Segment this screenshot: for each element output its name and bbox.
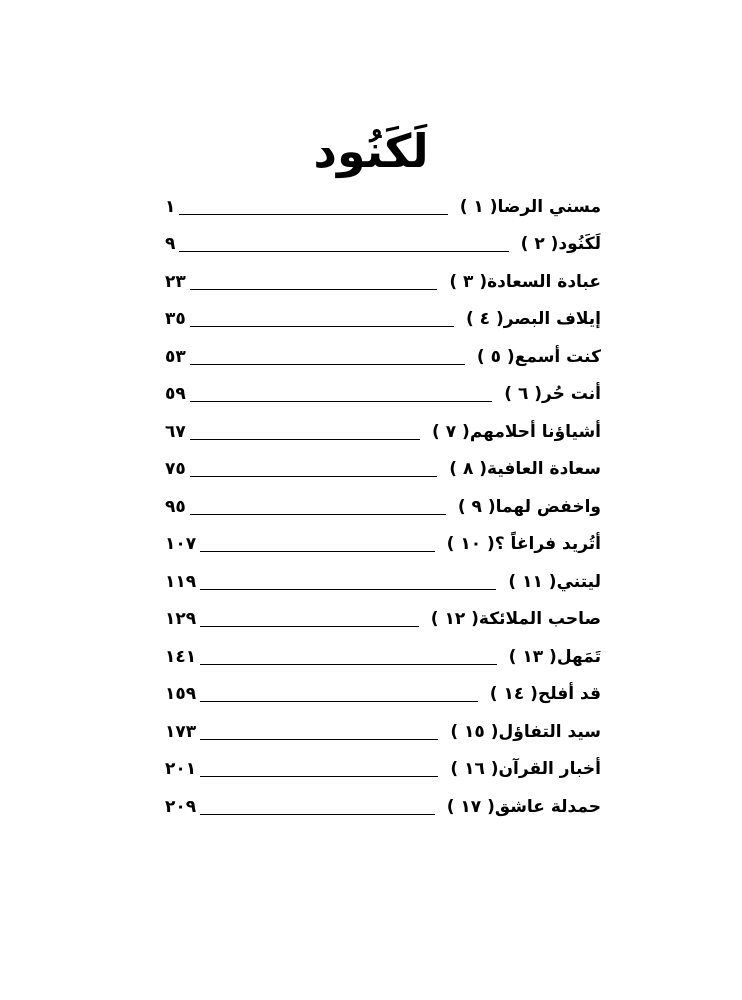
toc-entry — [471, 345, 601, 373]
chapter-number: ( ١ ) — [459, 196, 498, 217]
page-number: ٩٥ — [165, 496, 186, 517]
page-title: لَكَنُود — [313, 123, 429, 178]
toc-entry — [443, 270, 601, 298]
toc-row[interactable] — [165, 223, 601, 261]
chapter-title: واخفض لهما — [495, 496, 601, 517]
page-number: ٣٥ — [165, 309, 186, 329]
page-number: ٥٣ — [165, 346, 186, 367]
chapter-title: لَكَنُود — [558, 234, 601, 254]
chapter-title: صاحب الملائكة — [478, 609, 601, 629]
toc-row[interactable] — [165, 748, 601, 786]
leader-line — [200, 589, 496, 590]
chapter-title: مسني الرضا — [497, 196, 601, 217]
leader-line — [190, 401, 492, 402]
chapter-title: سعادة العافية — [487, 459, 601, 479]
toc-row[interactable] — [165, 335, 601, 373]
leader-line — [179, 214, 447, 215]
toc-entry — [484, 682, 601, 710]
chapter-title: أشياؤنا أحلامهم — [469, 421, 601, 442]
chapter-number: ( ٢ ) — [520, 234, 559, 254]
chapter-number: ( ٥ ) — [476, 346, 515, 367]
toc-row[interactable] — [165, 785, 601, 823]
toc-entry — [498, 382, 601, 410]
chapter-number: ( ٤ ) — [465, 309, 504, 329]
toc-row[interactable] — [165, 410, 601, 448]
leader-line — [200, 739, 438, 740]
page-number: ٥٩ — [165, 384, 186, 404]
page-number: ٦٧ — [165, 421, 186, 442]
chapter-title: عبادة السعادة — [487, 271, 601, 292]
leader-line — [200, 551, 434, 552]
toc-row[interactable] — [165, 560, 601, 598]
leader-line — [200, 664, 497, 665]
chapter-title: حمدلة عاشق — [494, 796, 601, 817]
chapter-number: ( ٧ ) — [432, 421, 470, 442]
toc-row[interactable] — [165, 448, 601, 486]
page-number: ٢٠١ — [165, 759, 197, 779]
chapter-number: ( ١٣ ) — [508, 646, 557, 667]
chapter-number: ( ١٧ ) — [446, 796, 495, 817]
toc-row[interactable] — [165, 373, 601, 411]
chapter-title: إيلاف البصر — [503, 309, 601, 329]
toc-entry — [515, 232, 601, 260]
page-number: ١٥٩ — [165, 684, 197, 704]
toc-row[interactable] — [165, 298, 601, 336]
toc-row[interactable] — [165, 185, 601, 223]
page-number: ١ — [165, 196, 176, 217]
toc-entry — [502, 570, 601, 598]
toc-entry — [443, 457, 601, 485]
chapter-title: تَمَهل — [556, 646, 601, 667]
toc-entry — [452, 495, 601, 523]
toc-row[interactable] — [165, 635, 601, 673]
toc-entry — [444, 757, 601, 785]
page-number: ١٠٧ — [165, 534, 197, 554]
leader-line — [200, 701, 478, 702]
chapter-number: ( ٦ ) — [504, 384, 543, 404]
leader-line — [190, 326, 454, 327]
leader-line — [190, 439, 420, 440]
leader-line — [200, 814, 435, 815]
chapter-number: ( ٩ ) — [457, 496, 496, 517]
toc-row[interactable] — [165, 598, 601, 636]
table-of-contents — [165, 185, 601, 823]
toc-entry — [425, 607, 601, 635]
chapter-number: ( ١٠ ) — [446, 534, 495, 554]
toc-entry — [441, 532, 601, 560]
leader-line — [200, 776, 438, 777]
page-number: ٢٠٩ — [165, 796, 197, 817]
page-number: ١٢٩ — [165, 609, 197, 629]
page-number: ١٤١ — [165, 646, 197, 667]
chapter-title: كنت أسمع — [514, 346, 601, 367]
chapter-title: قد أفلح — [537, 684, 601, 704]
toc-entry — [441, 795, 601, 823]
toc-entry — [460, 307, 601, 335]
toc-row[interactable] — [165, 673, 601, 711]
leader-line — [190, 289, 438, 290]
chapter-number: ( ١٥ ) — [450, 721, 499, 742]
page-number: ٩ — [165, 234, 176, 254]
toc-entry — [503, 645, 601, 673]
chapter-number: ( ١١ ) — [508, 571, 557, 592]
chapter-title: أنت حُر — [542, 384, 601, 404]
leader-line — [179, 251, 508, 252]
toc-row[interactable] — [165, 710, 601, 748]
leader-line — [190, 514, 446, 515]
page-number: ٢٣ — [165, 271, 186, 292]
page-number: ١٧٣ — [165, 721, 197, 742]
chapter-number: ( ١٢ ) — [430, 609, 479, 629]
chapter-number: ( ٨ ) — [449, 459, 488, 479]
page-number: ٧٥ — [165, 459, 186, 479]
chapter-number: ( ١٤ ) — [489, 684, 538, 704]
toc-row[interactable] — [165, 260, 601, 298]
chapter-number: ( ١٦ ) — [450, 759, 499, 779]
toc-row[interactable] — [165, 485, 601, 523]
leader-line — [200, 626, 419, 627]
toc-entry — [426, 420, 601, 448]
chapter-title: أتُريد فراغاً ؟ — [494, 534, 601, 554]
leader-line — [190, 476, 437, 477]
chapter-number: ( ٣ ) — [449, 271, 488, 292]
chapter-title: سيد التفاؤل — [498, 721, 601, 742]
toc-entry — [444, 720, 601, 748]
toc-entry — [454, 195, 601, 223]
page-number: ١١٩ — [165, 571, 197, 592]
leader-line — [190, 364, 465, 365]
chapter-title: ليتني — [556, 571, 601, 592]
chapter-title: أخبار القرآن — [498, 759, 601, 779]
toc-row[interactable] — [165, 523, 601, 561]
